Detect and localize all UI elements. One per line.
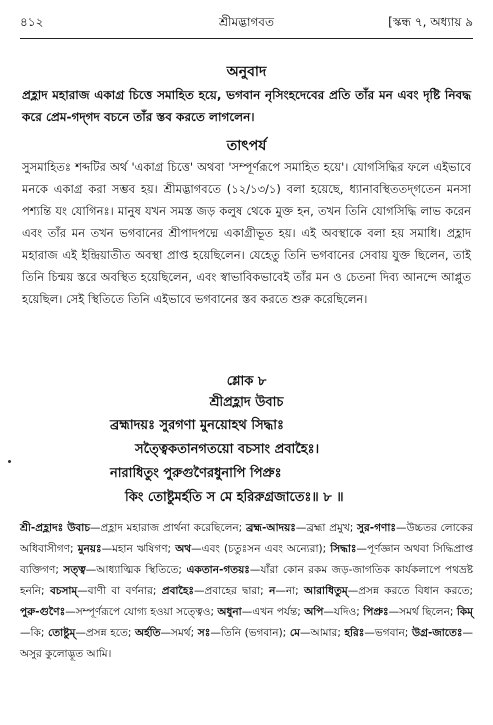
synonym-term: শ্রী-প্রহ্লাদঃ উবাচ [20, 522, 90, 534]
synonym-meaning: —ব্রহ্মা প্রমুখ; [295, 522, 358, 534]
synonym-term: একতান-গতয়ঃ [186, 564, 250, 576]
page-number: ৪১২ [20, 15, 44, 29]
book-title: শ্রীমদ্ভাগবত [218, 15, 274, 29]
synonym-meaning: —না; [275, 585, 305, 597]
chapter-location: [স্কন্ধ ৭, অধ্যায় ৯ [388, 15, 473, 29]
synonym-term: মে [289, 627, 300, 639]
page-header [20, 14, 473, 38]
synonym-term: প্রবাহৈঃ [161, 585, 194, 597]
synonym-meaning: —বাণী বা বর্ণনার; [77, 585, 162, 597]
synonym-term: সত্ত্ব [63, 564, 86, 576]
synonym-meaning: —তিনি (ভগবান); [210, 627, 290, 639]
synonym-term: অপি [304, 606, 324, 618]
synonym-term: কিম্‌ [456, 606, 473, 618]
translation-heading: অনুবাদ [226, 64, 267, 80]
synonym-meaning: —এবং (চতুঃসন এবং অন্যেরা); [191, 543, 331, 555]
verse-line-3: নারাধিতুং পুরুগুণৈরধুনাপি পিপ্রুঃ [110, 466, 282, 481]
synonym-term: হরিঃ [344, 627, 365, 639]
synonym-term: অর্হতি [135, 627, 161, 639]
synonym-term: আরাধিতুম্‌ [304, 585, 348, 597]
synonym-term: ন [269, 585, 276, 597]
synonym-term: সঃ [197, 627, 211, 639]
purport-text: সুসমাহিতঃ শব্দটির অর্থ 'একাগ্র চিত্তে' অথবা 'সম্পূর্ণরূপে সমাহিত হয়ে'। যোগসিদ্ধির ফলে এইভাবে মনকে একাগ্র করা সম্ভব হয়। শ্রীমদ্ভাগবতে (১২/১৩/১) বলা হয়েছে, ধ্যানাবস্থিততদ্‌গতেন মনসা পশ্যন্তি যং যোগিনঃ। মানুষ যখন সমস্ত জড় কলুষ থেকে মুক্ত হন, তখন তিনি যোগসিদ্ধি লাভ করেন এবং তাঁর মন তখন ভগবানের শ্রীপাদপদ্মে একাগ্রীভূত হয়। এই অবস্থাকে বলা হয় সমাধি। প্রহ্লাদ মহারাজ এই ইন্দ্রিয়াতীত অবস্থা প্রাপ্ত হয়েছিলেন। যেহেতু তিনি ভগবানের সেবায় যুক্ত ছিলেন, তাই তিনি চিন্ময় স্তরে অবস্থিত হয়েছিলেন, এবং স্বাভাবিকভাবেই তাঁর মন ও চেতনা দিব্য আনন্দে আপ্লুত হয়েছিল। সেই স্থিতিতে তিনি এইভাবে ভগবানের স্তব করতে শুরু করেছিলেন। [22, 160, 471, 306]
synonym-meaning: —প্রসন্ন হতে; [75, 627, 136, 639]
synonym-meaning: —যদিও; [323, 606, 364, 618]
header-rule [20, 38, 473, 39]
verse-heading: শ্লোক ৮ [226, 374, 267, 389]
margin-dot [8, 460, 11, 463]
translation-text: প্রহ্লাদ মহারাজ একাগ্র চিত্তে সমাহিত হয়ে, ভগবান নৃসিংহদেবের প্রতি তাঁর মন এবং দৃষ্টি নিবদ্ধ করে প্রেম-গদ্‌গদ বচনে তাঁর স্তব করতে লাগলেন। [22, 88, 471, 124]
synonym-term: অধুনা [217, 606, 242, 618]
synonym-meaning: —কি; [20, 627, 49, 639]
synonym-term: তোষ্টুম্‌ [48, 627, 76, 639]
synonym-term: ব্রহ্ম-আদয়ঃ [245, 522, 296, 534]
synonym-term: সিদ্ধাঃ [330, 543, 357, 555]
synonym-meaning: —মহান ঋষিগণ; [101, 543, 176, 555]
verse-line-2: সত্ত্বৈকতানগতয়ো বচসাং প্রবাহৈঃ। [135, 442, 320, 457]
verse-speaker: শ্রীপ্রহ্লাদ উবাচ [209, 395, 284, 410]
synonym-meaning: —আমার; [299, 627, 345, 639]
synonym-term: পিপ্রুঃ [363, 606, 389, 618]
synonym-meaning: —সমর্থ ছিলেন; [388, 606, 457, 618]
synonym-meaning: —প্রহ্লাদ মহারাজ প্রার্থনা করেছিলেন; [90, 522, 246, 534]
synonym-meaning: —সমর্থ; [160, 627, 198, 639]
synonym-term: বচসাম্‌ [49, 585, 78, 597]
synonym-meaning: —উচ্চতর লোকের অধিবাসীগণ; [20, 522, 473, 555]
purport-heading: তাৎপর্য [226, 138, 267, 154]
synonym-meaning: —প্রবাহের দ্বারা; [194, 585, 270, 597]
synonym-meaning: —প্রসন্ন করতে বিধান করতে; [347, 585, 473, 597]
synonym-term: মুনয়ঃ [77, 543, 102, 555]
verse-line-1: ব্রহ্মাদয়ঃ সুরগণা মুনয়োহথ সিদ্ধাঃ [110, 418, 284, 433]
synonym-meaning: —যাঁরা কোন রকম জড়-জাগতিক কার্যকলাপে পথভ্রষ্ট হননি; [20, 564, 473, 597]
synonym-term: উগ্র-জাতেঃ [411, 627, 463, 639]
synonym-meaning: —এখন পর্যন্ত; [241, 606, 305, 618]
synonym-term: অথ [175, 543, 192, 555]
synonym-term: সুর-গণাঃ [357, 522, 396, 534]
synonym-meaning: —ভগবান; [364, 627, 412, 639]
synonym-meaning: —আধ্যাত্মিক স্থিতিতে; [85, 564, 187, 576]
synonym-term: পুরু-গুণৈঃ [20, 606, 66, 618]
synonyms-paragraph [20, 518, 473, 665]
synonym-meaning: —সম্পূর্ণরূপে যোগ্য হওয়া সত্ত্বেও; [65, 606, 218, 618]
synonym-meaning: —অসুর কুলোদ্ভূত আমি। [20, 627, 473, 660]
verse-line-4: কিং তোষ্টুমর্হতি স মে হরিরুগ্রজাতেঃ॥ ৮ ॥ [125, 490, 344, 505]
synonym-meaning: —পূর্ণজ্ঞান অথবা সিদ্ধিপ্রাপ্ত ব্যক্তিগণ; [20, 543, 473, 576]
